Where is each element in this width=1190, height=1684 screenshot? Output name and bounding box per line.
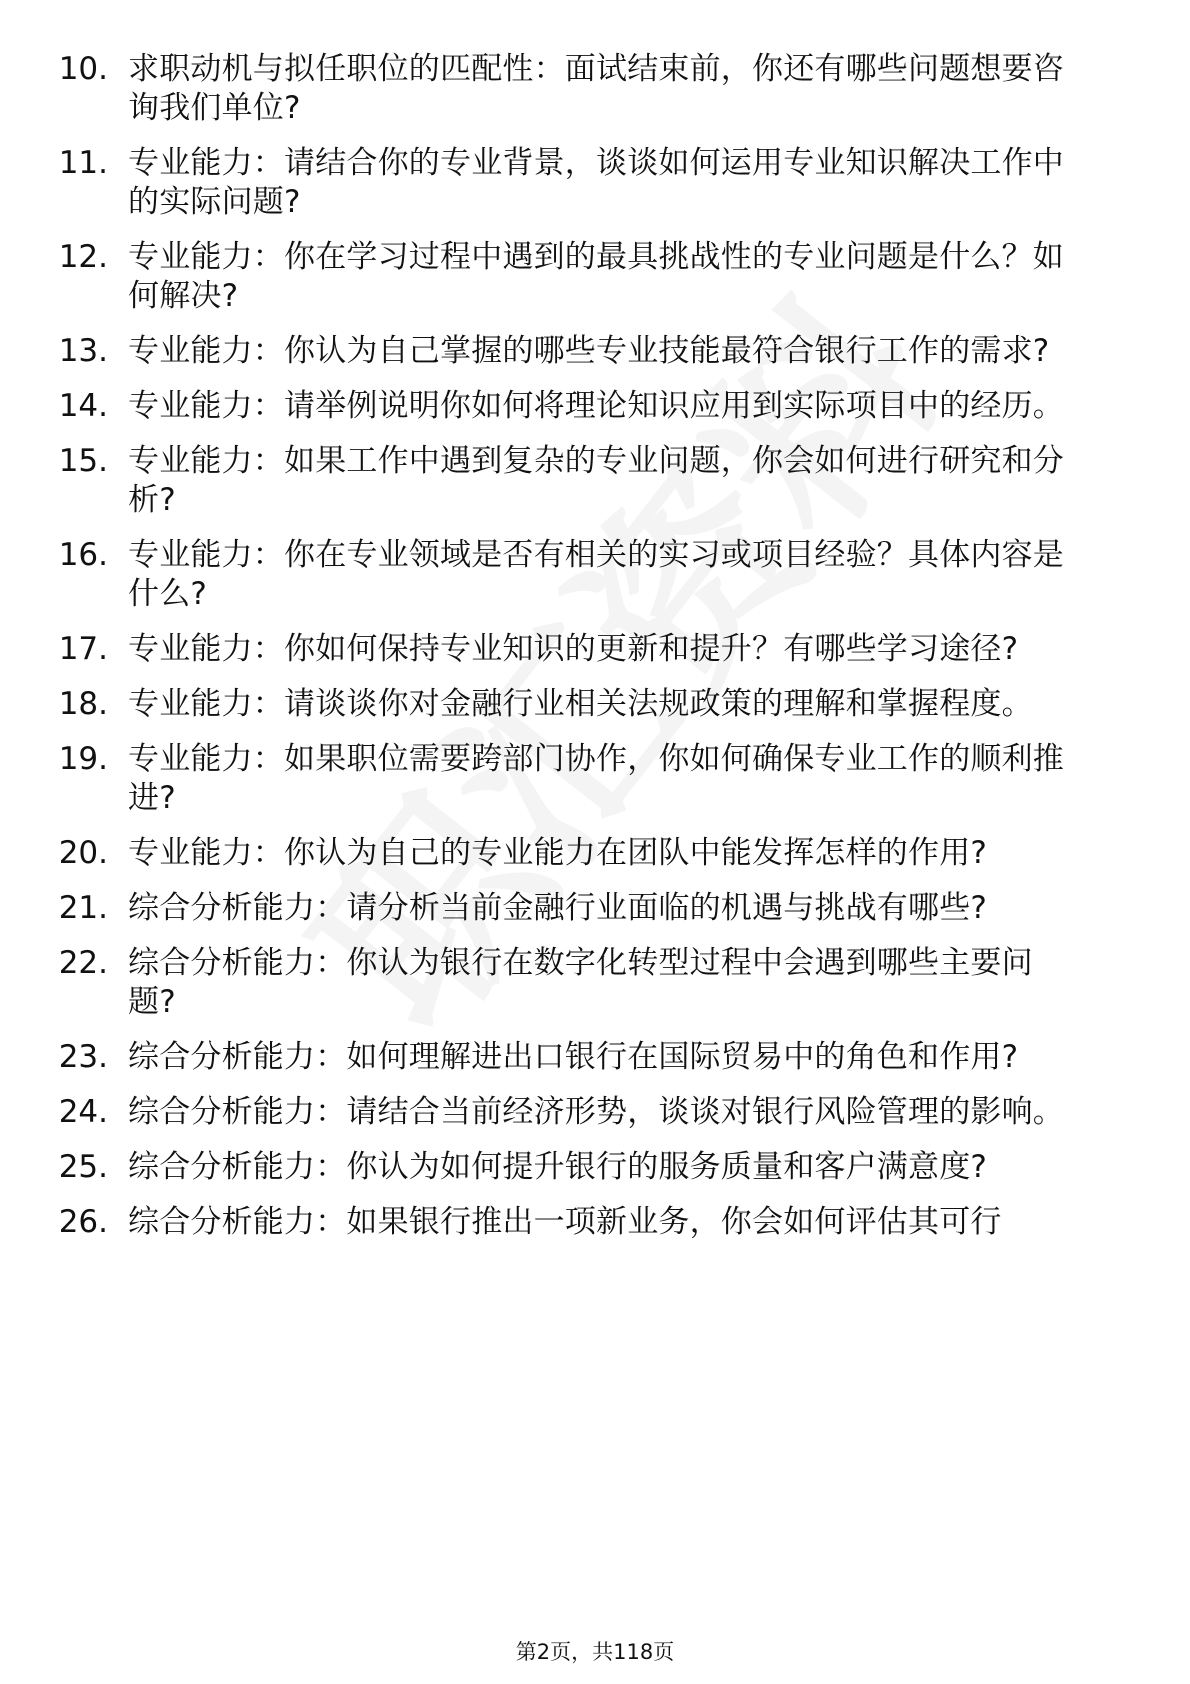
list-item bbox=[0, 50, 1190, 128]
item-text: 专业能力：如果工作中遇到复杂的专业问题，你会如何进行研究和分析? bbox=[128, 443, 1064, 518]
item-text: 综合分析能力：你认为银行在数字化转型过程中会遇到哪些主要问题? bbox=[128, 945, 1033, 1020]
list-item bbox=[0, 332, 1190, 371]
item-number: 11. bbox=[58, 145, 108, 181]
item-number: 19. bbox=[58, 741, 108, 777]
item-text: 专业能力：请结合你的专业背景，谈谈如何运用专业知识解决工作中的实际问题? bbox=[128, 145, 1064, 220]
item-number: 15. bbox=[58, 443, 108, 479]
list-item bbox=[0, 1148, 1190, 1187]
list-item bbox=[0, 630, 1190, 669]
list-item bbox=[0, 1093, 1190, 1132]
item-text: 专业能力：你在学习过程中遇到的最具挑战性的专业问题是什么？如何解决? bbox=[128, 239, 1064, 314]
list-item bbox=[0, 944, 1190, 1022]
item-text: 专业能力：你认为自己掌握的哪些专业技能最符合银行工作的需求? bbox=[128, 333, 1050, 369]
item-text: 综合分析能力：请分析当前金融行业面临的机遇与挑战有哪些? bbox=[128, 890, 988, 926]
item-text: 专业能力：你在专业领域是否有相关的实习或项目经验？具体内容是什么? bbox=[128, 537, 1064, 612]
item-number: 14. bbox=[58, 388, 108, 424]
item-text: 综合分析能力：请结合当前经济形势，谈谈对银行风险管理的影响。 bbox=[128, 1094, 1064, 1130]
item-number: 17. bbox=[58, 631, 108, 667]
item-text: 专业能力：如果职位需要跨部门协作，你如何确保专业工作的顺利推进? bbox=[128, 741, 1064, 816]
question-list bbox=[0, 50, 1190, 1258]
list-item bbox=[0, 834, 1190, 873]
list-item bbox=[0, 1038, 1190, 1077]
list-item bbox=[0, 144, 1190, 222]
item-number: 24. bbox=[58, 1094, 108, 1130]
list-item bbox=[0, 740, 1190, 818]
item-number: 16. bbox=[58, 537, 108, 573]
item-text: 专业能力：你如何保持专业知识的更新和提升？有哪些学习途径? bbox=[128, 631, 1019, 667]
item-number: 26. bbox=[58, 1204, 108, 1240]
item-text: 综合分析能力：你认为如何提升银行的服务质量和客户满意度? bbox=[128, 1149, 988, 1185]
item-number: 22. bbox=[58, 945, 108, 981]
list-item bbox=[0, 685, 1190, 724]
list-item bbox=[0, 387, 1190, 426]
item-text: 专业能力：你认为自己的专业能力在团队中能发挥怎样的作用? bbox=[128, 835, 988, 871]
item-number: 12. bbox=[58, 239, 108, 275]
page-footer: 第2页，共118页 bbox=[515, 1640, 675, 1664]
list-item bbox=[0, 889, 1190, 928]
item-text: 综合分析能力：如何理解进出口银行在国际贸易中的角色和作用? bbox=[128, 1039, 1019, 1075]
item-text: 综合分析能力：如果银行推出一项新业务，你会如何评估其可行 bbox=[128, 1204, 1002, 1240]
list-item bbox=[0, 442, 1190, 520]
item-number: 25. bbox=[58, 1149, 108, 1185]
item-number: 21. bbox=[58, 890, 108, 926]
list-item bbox=[0, 1203, 1190, 1242]
item-number: 10. bbox=[58, 51, 108, 87]
item-number: 20. bbox=[58, 835, 108, 871]
list-item bbox=[0, 536, 1190, 614]
item-number: 13. bbox=[58, 333, 108, 369]
item-number: 18. bbox=[58, 686, 108, 722]
item-number: 23. bbox=[58, 1039, 108, 1075]
item-text: 求职动机与拟任职位的匹配性：面试结束前，你还有哪些问题想要咨询我们单位? bbox=[128, 51, 1064, 126]
item-text: 专业能力：请谈谈你对金融行业相关法规政策的理解和掌握程度。 bbox=[128, 686, 1033, 722]
list-item bbox=[0, 238, 1190, 316]
item-text: 专业能力：请举例说明你如何将理论知识应用到实际项目中的经历。 bbox=[128, 388, 1064, 424]
